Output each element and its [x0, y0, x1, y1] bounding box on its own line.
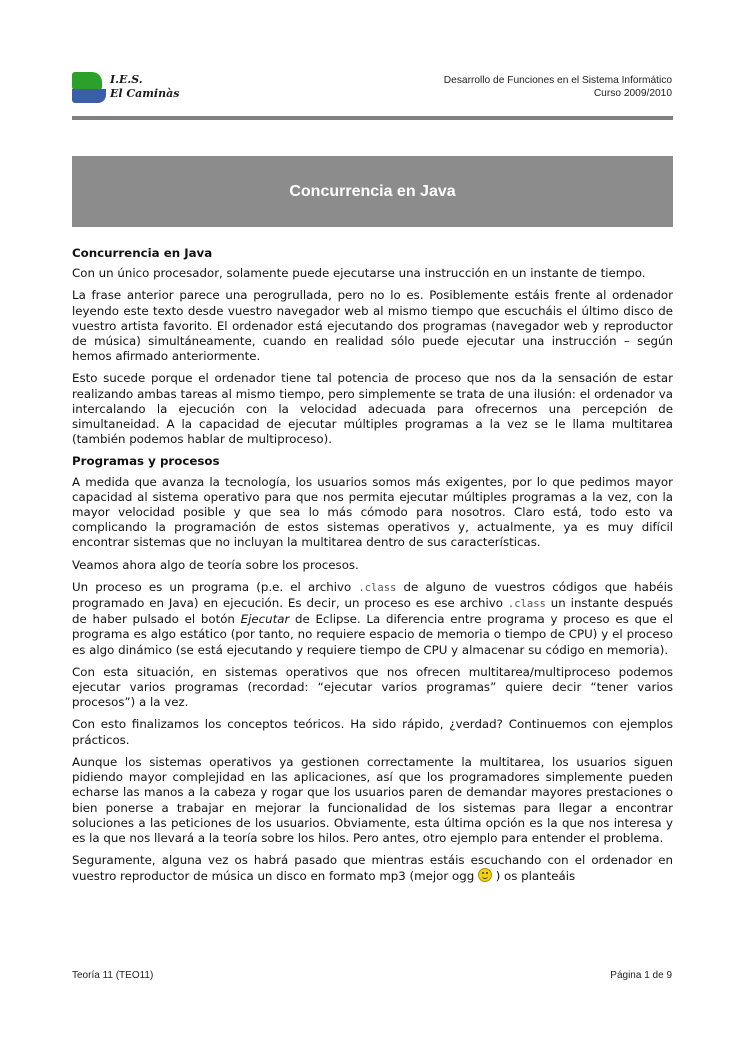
p6-text-c: un instante después de haber pulsado el botón	[72, 596, 673, 627]
p6-text-b: de alguno de vuestros códigos que habéis programado en Java) en ejecución. Es decir, un proceso es ese archivo	[72, 579, 673, 611]
logo-blue-shape	[72, 89, 106, 103]
document-body	[72, 246, 673, 892]
section-heading-concurrencia: Concurrencia en Java	[72, 246, 213, 260]
title-banner	[72, 156, 673, 227]
page-title: Concurrencia en Java	[289, 183, 456, 200]
logo-text-line2: El Caminàs	[110, 87, 180, 100]
section-heading-programas: Programas y procesos	[72, 454, 220, 469]
p10-text-a: Seguramente, alguna vez os habrá pasado que mientras estáis escuchando con el ordenador en vuestro reproductor de música un disco en formato mp3 (mejor ogg	[72, 853, 673, 884]
header-course: Curso 2009/2010	[593, 88, 672, 99]
paragraph-6	[72, 580, 673, 658]
paragraph-7: Con esta situación, en sistemas operativos que nos ofrecen multitarea/multiproceso podemos ejecutar varios programas (recordad: “ejecutar varios programas” quiere decir “tener varios procesos”) a la vez.	[72, 664, 673, 710]
paragraph-10	[72, 853, 673, 884]
code-class-2: .class	[507, 598, 546, 611]
header-subject: Desarrollo de Funciones en el Sistema Informático	[443, 75, 672, 86]
p6-text-d: de Eclipse. La diferencia entre programa y proceso es que el programa es algo estático (por tanto, no requiere espacio de memoria o tiempo de CPU) y el proceso es algo dinámico (se está ejecutando y requiere tiempo de CPU y almacenar su código en memoria).	[72, 612, 673, 657]
paragraph-8: Con esto finalizamos los conceptos teóricos. Ha sido rápido, ¿verdad? Continuemos con ejemplos prácticos.	[72, 717, 673, 747]
logo-green-shape	[72, 72, 102, 90]
paragraph-4: A medida que avanza la tecnología, los usuarios somos más exigentes, por lo que pedimos mayor capacidad al sistema operativo para que nos permita ejecutar múltiples programas a la vez, con la mayor velocidad posible y que sea lo más cómodo para nosotros. Claro está, todo esto va complicando la programación de estos sistemas operativos y, actualmente, ya es muy difícil encontrar sistemas que no incluyan la multitarea dentro de sus características.	[72, 474, 673, 550]
header-rule	[72, 116, 673, 120]
p10-text-b: ) os planteáis	[495, 869, 576, 884]
ejecutar-italic: Ejecutar	[240, 612, 290, 627]
footer-doc-code: Teoría 11 (TEO11)	[72, 970, 154, 981]
footer-page-number: Página 1 de 9	[610, 970, 672, 981]
code-class-1: .class	[358, 581, 397, 594]
paragraph-2: La frase anterior parece una perogrullada, pero no lo es. Posiblemente estáis frente al ordenador leyendo este texto desde vuestro navegador web al mismo tiempo que escucháis el último disco de vuestro artista favorito. El ordenador está ejecutando dos programas (navegador web y reproductor de música) simultáneamente, cuando en realidad sólo puede ejecutar una instrucción – según hemos afirmado anteriormente.	[72, 288, 673, 364]
wink-smiley-icon	[478, 868, 492, 882]
paragraph-5: Veamos ahora algo de teoría sobre los procesos.	[72, 557, 359, 572]
paragraph-1: Con un único procesador, solamente puede ejecutarse una instrucción en un instante de tiempo.	[72, 266, 646, 281]
paragraph-9: Aunque los sistemas operativos ya gestionen correctamente la multitarea, los usuarios siguen pidiendo mayor complejidad en las aplicaciones, así que los programadores simplemente pueden echarse las manos a la cabeza y rogar que los usuarios paren de demandar mayores prestaciones o bien ponerse a trabajar en mejorar la funcionalidad de los sistemas para llegar a encontrar soluciones a las peticiones de los usuarios. Obviamente, esta última opción es la que nos interesa y es la que nos llevará a la teoría sobre los hilos. Pero antes, otro ejemplo para entender el problema.	[72, 754, 673, 845]
paragraph-3: Esto sucede porque el ordenador tiene tal potencia de proceso que nos da la sensación de estar realizando ambas tareas al mismo tiempo, pero simplemente se trata de una ilusión: el ordenador va intercalando la ejecución con la velocidad adecuada para ofrecernos una percepción de simultaneidad. A la capacidad de ejecutar múltiples programas a la vez se le llama multitarea (también podemos hablar de multiproceso).	[72, 371, 673, 447]
logo-text-line1: I.E.S.	[110, 73, 143, 86]
header-info	[444, 74, 672, 100]
school-logo	[72, 72, 182, 104]
p6-text-a: Un proceso es un programa (p.e. el archivo	[72, 579, 359, 594]
